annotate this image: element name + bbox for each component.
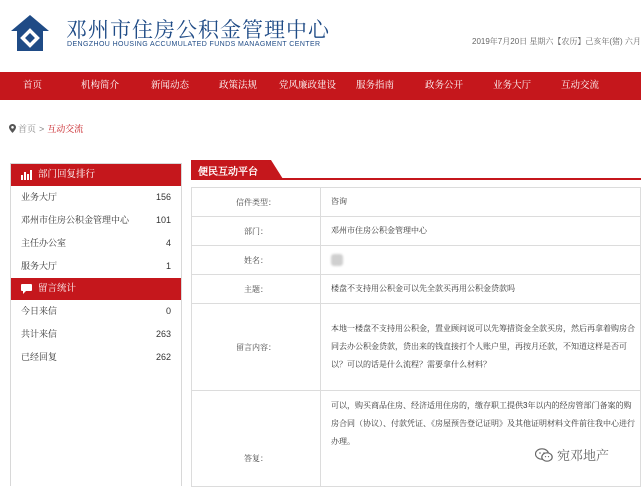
rank-label: 邓州市住房公积金管理中心 — [21, 215, 130, 225]
bar-chart-icon — [21, 170, 32, 180]
stats-label: 今日来信 — [21, 306, 58, 316]
breadcrumb-home[interactable]: 首页 — [18, 124, 37, 134]
table-row — [192, 217, 641, 246]
nav-item-public[interactable]: 政务公开 — [425, 80, 464, 91]
nav-item-about[interactable]: 机构简介 — [81, 80, 120, 91]
table-row — [192, 275, 641, 304]
nav-item-news[interactable]: 新闻动态 — [151, 80, 190, 91]
stats-count: 0 — [165, 306, 171, 316]
dept-label: 部门： — [192, 217, 321, 246]
nav-item-guide[interactable]: 服务指南 — [356, 80, 395, 91]
date-display: 2019年7月20日 星期六【农历】己亥年(猪) 六月 — [472, 37, 641, 46]
table-row — [192, 391, 641, 487]
panel-title: 便民互动平台 — [198, 167, 258, 178]
main-panel — [191, 160, 641, 485]
content-value: 本地一楼盘不支持用公积金，置业顾问说可以先筹措资金全款买房，然后再拿着购房合同去办公积金贷款，贷出来的钱直接打个人账户里，再按月还款，不知道这样是否可以？可以的话是什么流程？需要拿什么材料？ — [321, 304, 641, 391]
stats-row — [11, 300, 181, 323]
dept-value: 邓州市住房公积金管理中心 — [321, 217, 641, 246]
main-nav — [0, 72, 641, 100]
breadcrumb-separator: > — [39, 124, 45, 134]
reply-value: 可以，购买商品住房、经济适用住房的，缴存职工提供3年以内的经房管部门备案的购房合同（协议）、付款凭证、《房屋预告登记证明》及其他证明材料文件前往我中心进行办理。 — [321, 391, 641, 487]
stats-count: 263 — [155, 329, 171, 339]
rank-count: 1 — [165, 261, 171, 271]
breadcrumb-current[interactable]: 互动交流 — [47, 124, 84, 134]
topic-label: 主题： — [192, 275, 321, 304]
blurred-name — [331, 254, 343, 266]
reply-label: 答复： — [192, 391, 321, 487]
wechat-icon — [535, 448, 553, 462]
rank-label: 主任办公室 — [21, 238, 67, 248]
stats-label: 已经回复 — [21, 352, 58, 362]
type-value: 咨询 — [321, 188, 641, 217]
stats-header — [11, 278, 181, 300]
rank-label: 服务大厅 — [21, 261, 58, 271]
location-pin-icon — [9, 124, 16, 133]
table-row — [192, 188, 641, 217]
type-label: 信件类型： — [192, 188, 321, 217]
rank-row[interactable] — [11, 255, 181, 278]
rank-row[interactable] — [11, 209, 181, 232]
name-value — [321, 246, 641, 275]
stats-row — [11, 346, 181, 369]
breadcrumb — [9, 122, 83, 135]
nav-item-hall[interactable]: 业务大厅 — [493, 80, 532, 91]
tab-underline — [191, 178, 641, 180]
rank-count: 156 — [155, 192, 171, 202]
nav-item-interaction[interactable]: 互动交流 — [561, 80, 600, 91]
site-header — [0, 0, 641, 72]
stats-label: 共计来信 — [21, 329, 58, 339]
table-row — [192, 246, 641, 275]
site-title: 邓州市住房公积金管理中心 — [66, 18, 330, 42]
message-icon — [21, 284, 32, 294]
name-label: 姓名： — [192, 246, 321, 275]
stats-title: 留言统计 — [38, 283, 77, 294]
letter-detail-table — [191, 187, 641, 487]
nav-item-integrity[interactable]: 党风廉政建设 — [279, 80, 337, 91]
table-row — [192, 304, 641, 391]
nav-item-policy[interactable]: 政策法规 — [219, 80, 258, 91]
rank-count: 4 — [165, 238, 171, 248]
rank-title: 部门回复排行 — [38, 169, 96, 180]
rank-label: 业务大厅 — [21, 192, 58, 202]
rank-row[interactable] — [11, 186, 181, 209]
stats-count: 262 — [155, 352, 171, 362]
sidebar — [10, 163, 182, 486]
topic-value: 楼盘不支持用公积金可以先全款买再用公积金贷款吗 — [321, 275, 641, 304]
watermark — [535, 445, 609, 464]
site-subtitle: DENGZHOU HOUSING ACCUMULATED FUNDS MANAGMENT CENTER — [67, 41, 321, 48]
house-logo-icon — [10, 14, 50, 52]
rank-row[interactable] — [11, 232, 181, 255]
nav-item-home[interactable]: 首页 — [23, 80, 43, 91]
rank-count: 101 — [155, 215, 171, 225]
rank-header — [11, 164, 181, 186]
watermark-text: 宛邓地产 — [557, 448, 610, 463]
stats-row — [11, 323, 181, 346]
content-label: 留言内容： — [192, 304, 321, 391]
